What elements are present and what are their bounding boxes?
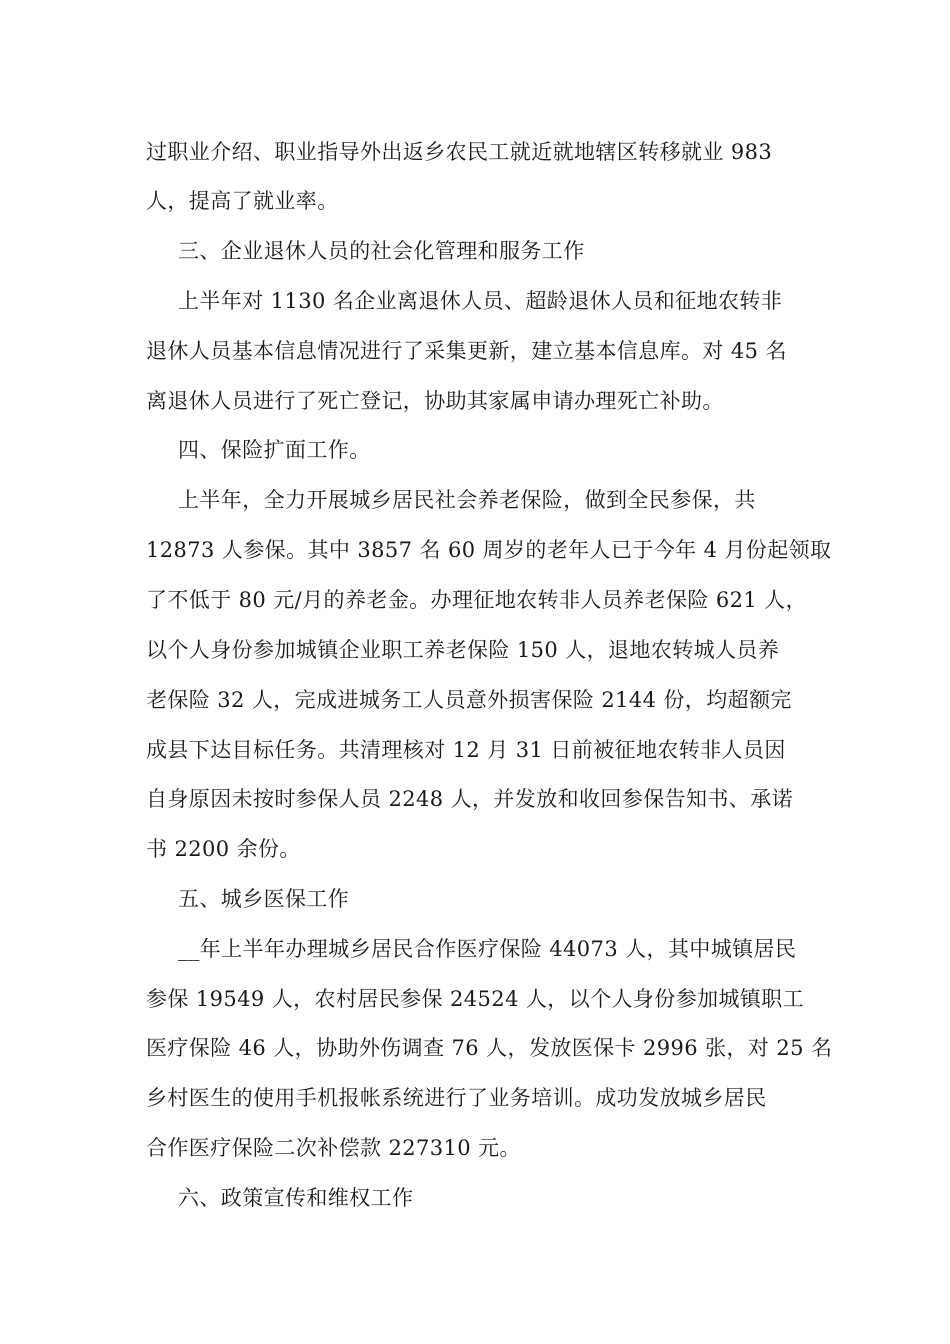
- paragraph-line: 退休人员基本信息情况进行了采集更新，建立基本信息库。对 45 名: [146, 339, 787, 363]
- paragraph-line: 乡村医生的使用手机报帐系统进行了业务培训。成功发放城乡居民: [146, 1086, 767, 1110]
- paragraph-line: 老保险 32 人，完成进城务工人员意外损害保险 2144 份，均超额完: [146, 688, 792, 712]
- paragraph-line: 上半年对 1130 名企业离退休人员、超龄退休人员和征地农转非: [178, 289, 783, 313]
- paragraph-line: 以个人身份参加城镇企业职工养老保险 150 人，退地农转城人员养: [146, 638, 780, 662]
- paragraph-line: 合作医疗保险二次补偿款 227310 元。: [146, 1136, 521, 1160]
- paragraph-line: 医疗保险 46 人，协助外伤调查 76 人，发放医保卡 2996 张，对 25 名: [146, 1036, 833, 1060]
- paragraph-line: 成县下达目标任务。共清理核对 12 月 31 日前被征地农转非人员因: [146, 738, 786, 762]
- paragraph-line: 12873 人参保。其中 3857 名 60 周岁的老年人已于今年 4 月份起领取: [146, 538, 832, 562]
- paragraph-line: 离退休人员进行了死亡登记，协助其家属申请办理死亡补助。: [146, 389, 724, 413]
- paragraph-line: 自身原因未按时参保人员 2248 人，并发放和收回参保告知书、承诺: [146, 787, 793, 811]
- section-heading: 五、城乡医保工作: [178, 887, 350, 911]
- paragraph-line: 参保 19549 人，农村居民参保 24524 人，以个人身份参加城镇职工: [146, 987, 805, 1011]
- paragraph-line: 人，提高了就业率。: [146, 189, 339, 213]
- paragraph-line: 书 2200 余份。: [146, 837, 301, 861]
- paragraph-line: __年上半年办理城乡居民合作医疗保险 44073 人，其中城镇居民: [178, 937, 797, 961]
- section-heading: 三、企业退休人员的社会化管理和服务工作: [178, 239, 585, 263]
- paragraph-line: 上半年，全力开展城乡居民社会养老保险，做到全民参保，共: [178, 488, 756, 512]
- section-heading: 六、政策宣传和维权工作: [178, 1186, 414, 1210]
- paragraph-line: 过职业介绍、职业指导外出返乡农民工就近就地辖区转移就业 983: [146, 140, 773, 164]
- paragraph-line: 了不低于 80 元/月的养老金。办理征地农转非人员养老保险 621 人，: [146, 588, 807, 612]
- section-heading: 四、保险扩面工作。: [178, 438, 371, 462]
